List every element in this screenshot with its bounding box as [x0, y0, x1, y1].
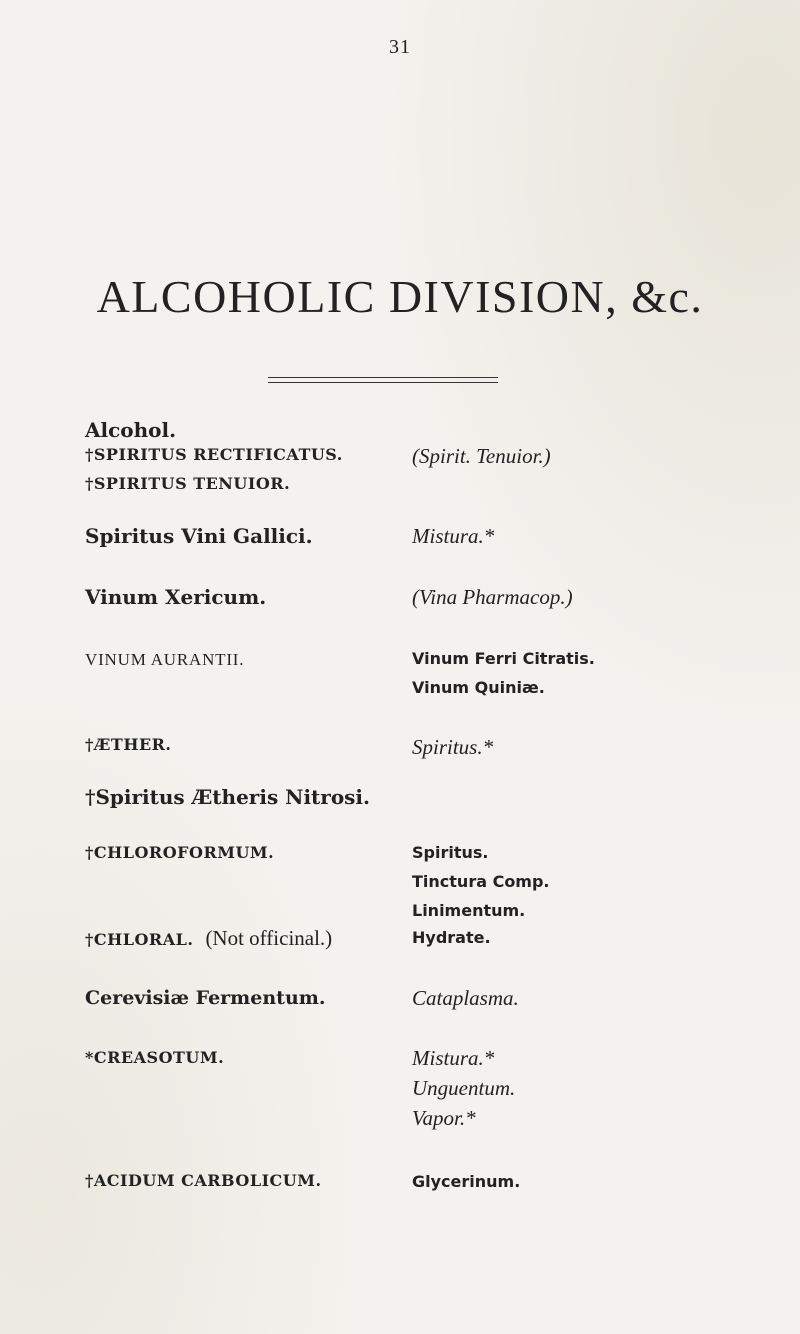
left-entry-chloroformum: †CHLOROFORMUM. [85, 843, 275, 862]
right-entry-glycerinum: Glycerinum. [412, 1172, 521, 1191]
right-entry-spiritus-2: Spiritus. [412, 843, 489, 862]
page-number: 31 [389, 36, 411, 58]
left-entry-spiritus-rectificatus: †SPIRITUS RECTIFICATUS. [85, 445, 343, 464]
left-entry-acidum-carbolicum: †ACIDUM CARBOLICUM. [85, 1171, 322, 1190]
left-entry-spiritus-tenuior: †SPIRITUS TENUIOR. [85, 474, 291, 493]
right-entry-mistura-2: Mistura.* [412, 1046, 495, 1070]
right-entry-vinum-ferri-citratis: Vinum Ferri Citratis. [412, 649, 595, 668]
right-entry-tinctura-comp: Tinctura Comp. [412, 872, 550, 891]
left-entry-alcohol: Alcohol. [85, 418, 177, 442]
left-entry-cerevisiae-fermentum: Cerevisiæ Fermentum. [85, 987, 326, 1009]
right-entry-vina-pharmacop: (Vina Pharmacop.) [412, 585, 573, 609]
right-entry-unguentum: Unguentum. [412, 1076, 516, 1100]
right-entry-mistura-1: Mistura.* [412, 524, 495, 548]
left-entry-vinum-xericum: Vinum Xericum. [85, 585, 267, 609]
left-entry-creasotum: *CREASOTUM. [85, 1048, 225, 1067]
left-entry-aether: †ÆTHER. [85, 735, 172, 754]
left-entry-chloral-row [85, 928, 332, 949]
left-entry-spiritus-aetheris-nitrosi: †Spiritus Ætheris Nitrosi. [85, 785, 370, 809]
left-entry-spiritus-vini-gallici: Spiritus Vini Gallici. [85, 524, 313, 548]
left-entry-chloral: †CHLORAL. [85, 930, 194, 949]
left-entry-vinum-aurantii: VINUM AURANTII. [85, 650, 245, 669]
title-rule [268, 377, 498, 383]
left-entry-chloral-note: (Not officinal.) [205, 926, 333, 950]
page-title: ALCOHOLIC DIVISION, &c. [96, 271, 704, 322]
right-entry-vapor: Vapor.* [412, 1106, 476, 1130]
right-entry-vinum-quiniae: Vinum Quiniæ. [412, 678, 545, 697]
right-entry-spiritus-1: Spiritus.* [412, 735, 494, 759]
right-entry-spirit-tenuior: (Spirit. Tenuior.) [412, 444, 551, 468]
right-entry-cataplasma: Cataplasma. [412, 986, 519, 1010]
right-entry-linimentum: Linimentum. [412, 901, 526, 920]
right-entry-hydrate: Hydrate. [412, 928, 491, 947]
